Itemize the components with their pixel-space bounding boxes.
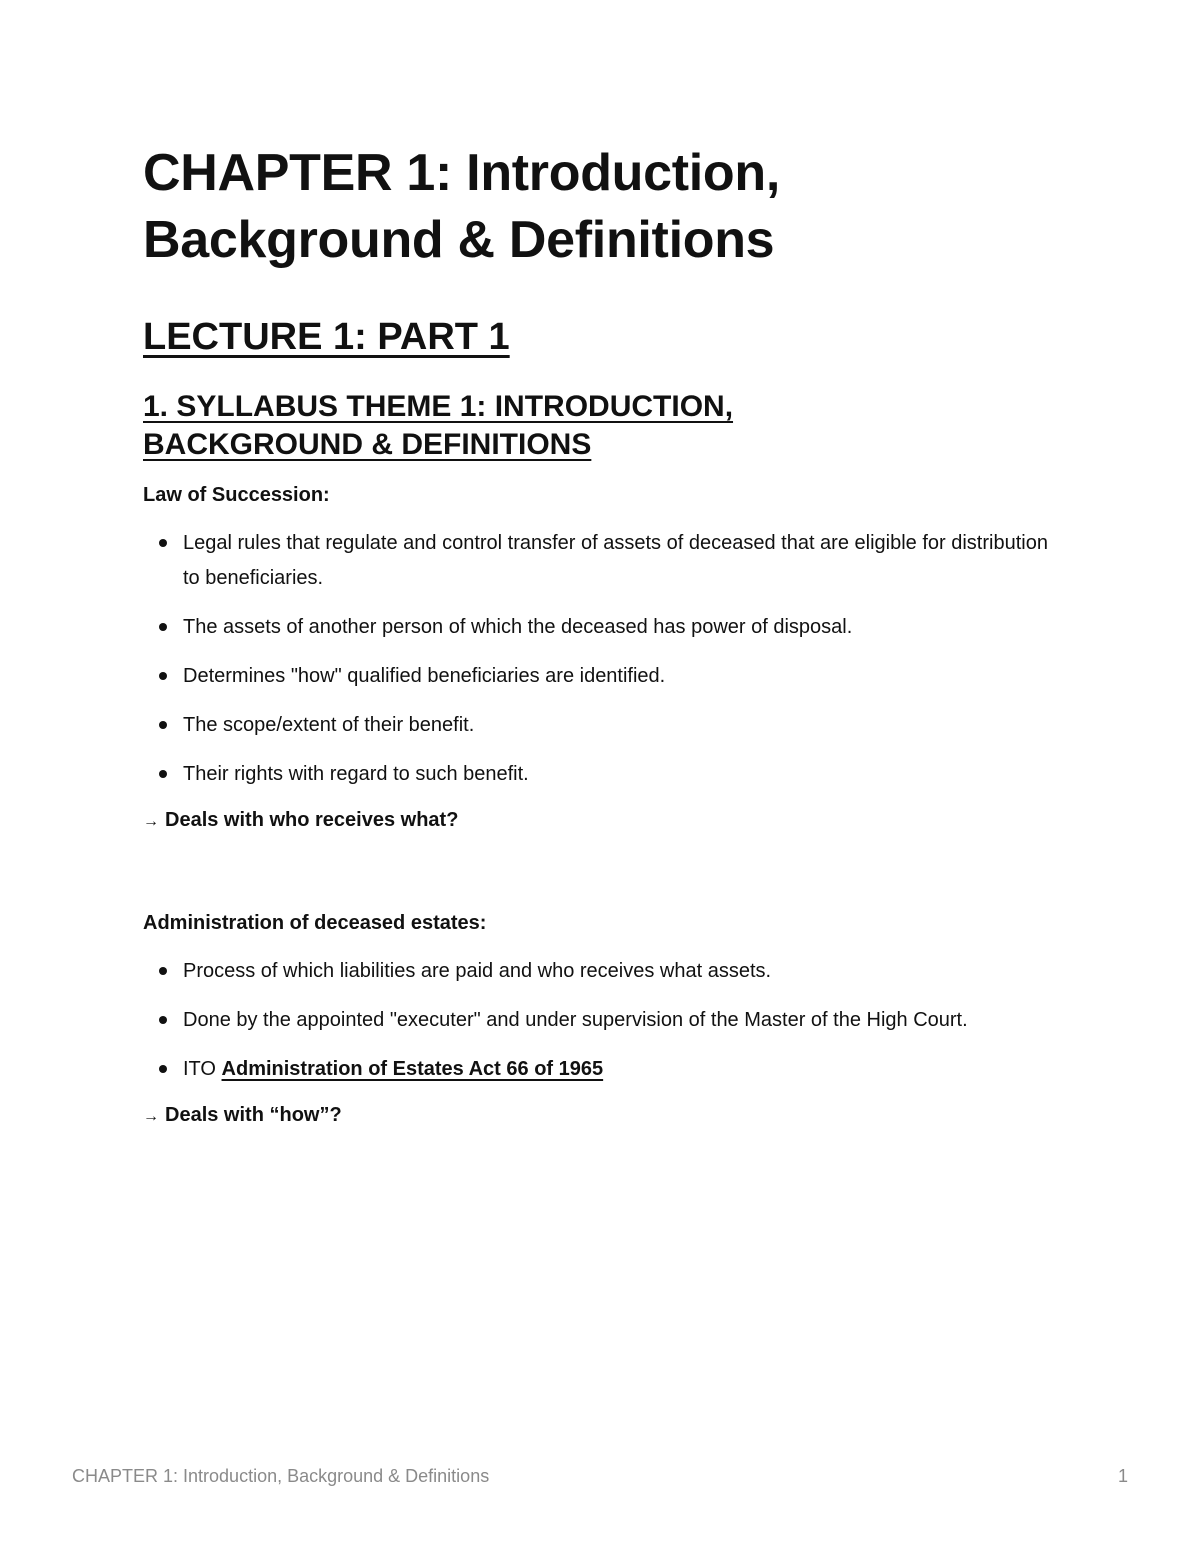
footer-running-title: CHAPTER 1: Introduction, Background & Definitions — [72, 1466, 490, 1486]
syllabus-theme-heading — [143, 388, 1063, 464]
theme-heading-line-2: BACKGROUND & DEFINITIONS — [143, 428, 592, 461]
page-footer — [72, 1466, 1128, 1487]
list-item-text: Process of which liabilities are paid and who receives what assets. — [183, 960, 772, 982]
list-item — [143, 708, 1063, 743]
act-reference: Administration of Estates Act 66 of 1965 — [221, 1058, 604, 1080]
list-item-text: Done by the appointed "executer" and under supervision of the Master of the High Court. — [183, 1009, 968, 1031]
arrow-right-icon: → — [143, 1108, 159, 1125]
list-item-text: Determines "how" qualified beneficiaries are identified. — [183, 665, 666, 687]
list-item — [143, 1052, 1063, 1087]
list-item-text: Legal rules that regulate and control transfer of assets of deceased that are eligible for distribution to beneficiaries. — [183, 532, 1048, 589]
list-item — [143, 659, 1063, 694]
chapter-title-line-2: Background & Definitions — [143, 211, 775, 269]
administration-list — [143, 954, 1063, 1087]
bullet-icon — [159, 770, 167, 778]
ito-prefix: ITO — [183, 1058, 222, 1080]
bullet-icon — [159, 672, 167, 680]
bullet-icon — [159, 1065, 167, 1073]
list-item — [143, 954, 1063, 989]
bullet-icon — [159, 721, 167, 729]
bullet-icon — [159, 1016, 167, 1024]
chapter-title — [143, 140, 1063, 274]
page-content — [143, 140, 1063, 1131]
list-item — [143, 757, 1063, 792]
succession-list — [143, 526, 1063, 792]
theme-heading-line-1: 1. SYLLABUS THEME 1: INTRODUCTION, — [143, 390, 734, 423]
succession-summary — [143, 806, 1063, 836]
bullet-icon — [159, 967, 167, 975]
list-item-text: Their rights with regard to such benefit. — [183, 763, 529, 785]
law-of-succession-label: Law of Succession: — [143, 484, 330, 506]
section-spacer — [143, 836, 1063, 892]
bullet-icon — [159, 539, 167, 547]
page-number: 1 — [1117, 1466, 1128, 1486]
succession-summary-text: Deals with who receives what? — [165, 809, 459, 831]
list-item — [143, 1003, 1063, 1038]
administration-summary-text: Deals with “how”? — [165, 1104, 342, 1126]
list-item-text: The assets of another person of which the deceased has power of disposal. — [183, 616, 853, 638]
administration-summary — [143, 1101, 1063, 1131]
chapter-title-line-1: CHAPTER 1: Introduction, — [143, 144, 780, 202]
list-item — [143, 526, 1063, 596]
list-item-text: The scope/extent of their benefit. — [183, 714, 475, 736]
list-item — [143, 610, 1063, 645]
administration-label: Administration of deceased estates: — [143, 912, 487, 934]
bullet-icon — [159, 623, 167, 631]
lecture-heading: LECTURE 1: PART 1 — [143, 316, 510, 358]
arrow-right-icon: → — [143, 813, 159, 830]
